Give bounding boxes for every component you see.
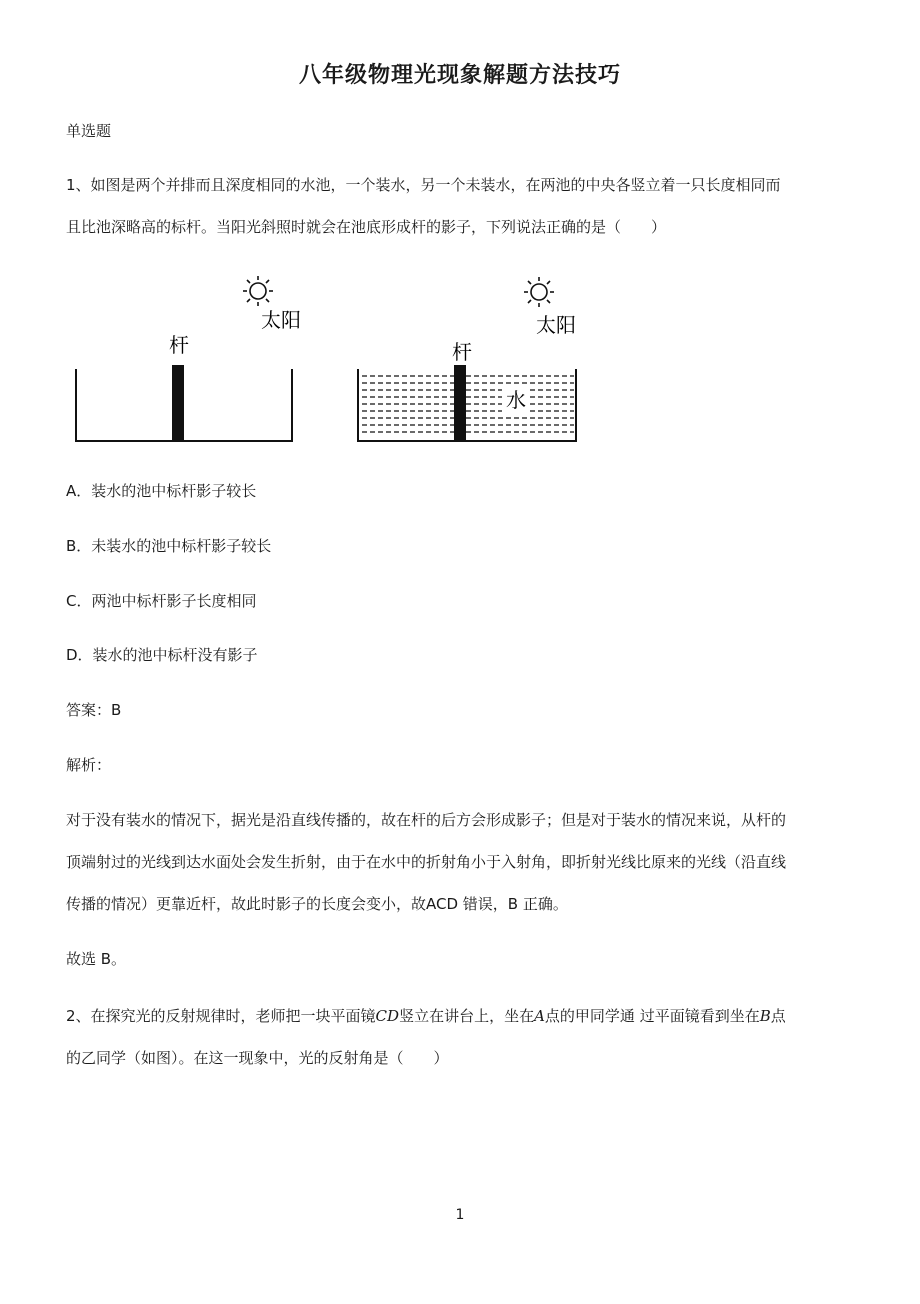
section-heading: 单选题 [66,122,112,140]
page-title: 八年级物理光现象解题方法技巧 [298,63,621,88]
q1-option-b: B．未装水的池中标杆影子较长 [66,537,272,555]
q1-stem-line1: 1、如图是两个并排而且深度相同的水池，一个装水，另一个未装水，在两池的中央各竖立着一只长度相同而 [66,176,781,194]
water-lines [362,376,574,432]
left-sun-icon [243,276,273,306]
q1-analysis-line1: 对于没有装水的情况下，据光是沿直线传播的，故在杆的后方会形成影子；但是对于装水的情况来说，从杆的 [66,811,787,829]
q2-stem-line1: 2、在探究光的反射规律时，老师把一块平面镜CD竖立在讲台上，坐在A点的甲同学通 过平面镜看到坐在B点 [66,1007,786,1025]
q1-option-a: A．装水的池中标杆影子较长 [66,482,257,500]
left-pole [172,365,184,441]
page-number: 1 [455,1207,465,1223]
q1-option-c: C．两池中标杆影子长度相同 [66,592,257,610]
right-sun-icon [524,277,554,307]
q1-analysis-line2: 顶端射过的光线到达水面处会发生折射，由于在水中的折射角小于入射角，即折射光线比原来的光线（沿直线 [66,853,787,871]
point-a-label: A [534,1007,545,1025]
pools-diagram [66,270,586,450]
q2-stem-line2: 的乙同学（如图）。在这一现象中，光的反射角是（ ） [66,1049,449,1067]
mirror-label: CD [375,1007,400,1025]
q1-stem-line2: 且比池深略高的标杆。当阳光斜照时就会在池底形成杆的影子，下列说法正确的是（ ） [66,218,667,236]
right-pole [454,365,466,441]
q1-answer: 答案：B [66,701,122,719]
left-sun-label: 太阳 [261,308,301,332]
right-pool [358,277,576,441]
water-label: 水 [506,388,526,412]
right-pole-label: 杆 [452,340,472,364]
right-pool-outline [358,369,576,441]
q1-option-d: D．装水的池中标杆没有影子 [66,646,258,664]
q1-analysis-label: 解析： [66,756,112,774]
q1-figure [66,270,586,454]
q1-conclusion: 故选 B。 [66,950,127,968]
point-b-label: B [759,1007,771,1025]
left-pole-label: 杆 [169,333,189,357]
right-sun-label: 太阳 [536,313,576,337]
q1-analysis-line3: 传播的情况）更靠近杆，故此时影子的长度会变小，故ACD 错误，B 正确。 [66,895,568,913]
left-pool [76,276,301,441]
